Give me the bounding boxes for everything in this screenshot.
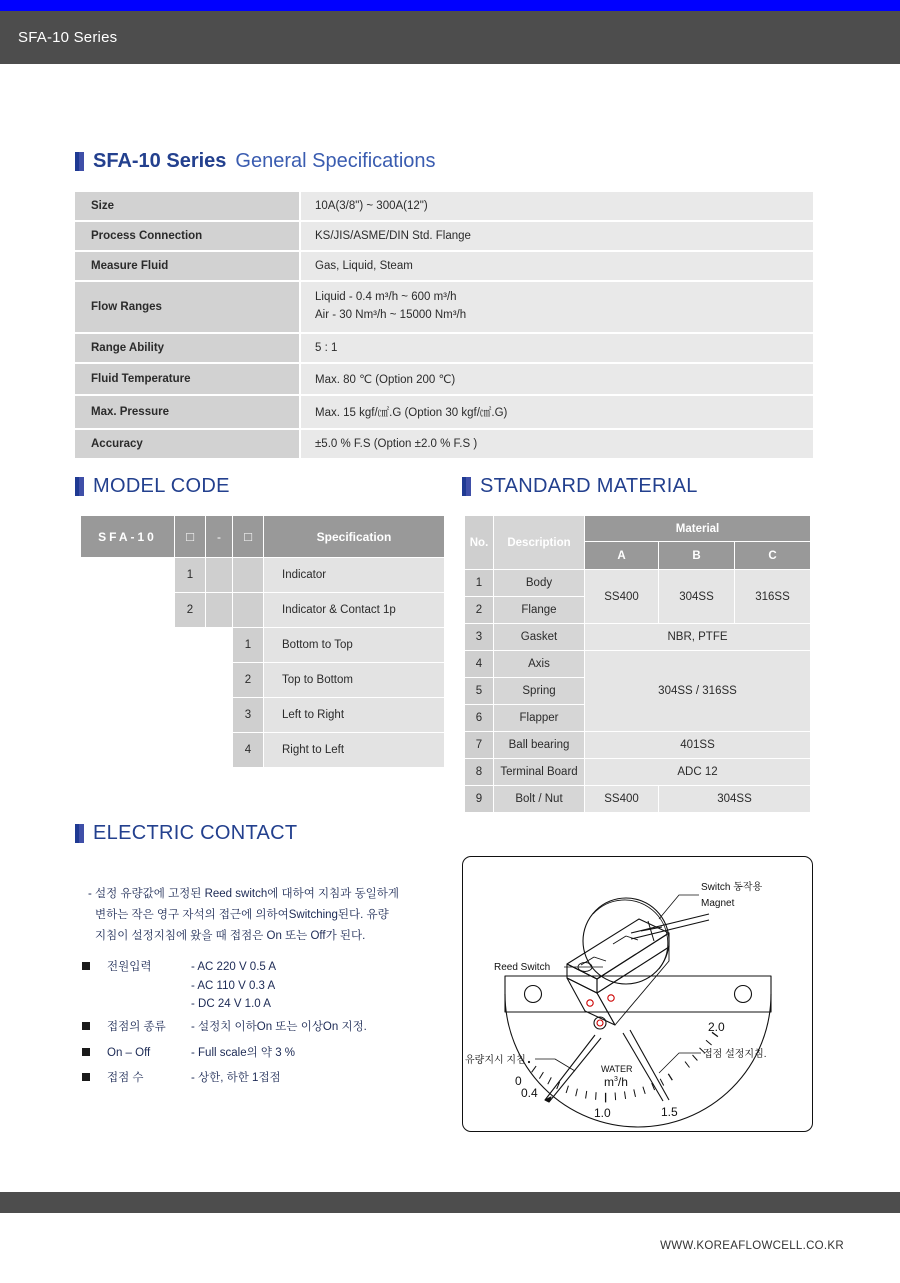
sm-description: Flapper	[494, 705, 584, 731]
sm-no: 4	[465, 651, 493, 677]
table-row	[75, 430, 813, 458]
ec-item-key: 접점 수	[107, 1072, 144, 1085]
bullet-square-icon	[82, 1048, 90, 1056]
spec-label: Size	[75, 192, 299, 220]
table-row	[75, 396, 813, 428]
accent-bar-icon	[75, 477, 84, 496]
list-item	[82, 1069, 452, 1088]
sm-value-a: SS400	[585, 570, 658, 623]
table-row	[81, 628, 444, 662]
gauge-tick-20: 2.0	[708, 1020, 725, 1034]
model-dash-cell	[206, 733, 232, 767]
accent-bar-icon	[75, 824, 84, 843]
model-desc: Top to Bottom	[264, 663, 444, 697]
sm-no: 6	[465, 705, 493, 731]
spec-label: Flow Ranges	[75, 282, 299, 332]
sm-header-b: B	[659, 542, 734, 569]
model-col-empty	[81, 733, 174, 767]
sm-header-c: C	[735, 542, 810, 569]
section-heading-electric-contact	[75, 822, 297, 845]
bullet-square-icon	[82, 1073, 90, 1081]
sm-description: Spring	[494, 678, 584, 704]
table-row	[81, 698, 444, 732]
table-row	[465, 732, 810, 758]
model-desc: Indicator & Contact 1p	[264, 593, 444, 627]
header-title: SFA-10 Series	[18, 29, 118, 46]
model-col-empty	[81, 558, 174, 592]
model-col-empty	[81, 663, 174, 697]
gauge-tick-0: 0	[515, 1074, 522, 1088]
model-prefix: SFA-10	[81, 516, 174, 557]
label-magnet-line2: Magnet	[701, 898, 735, 909]
model-code2: 2	[233, 663, 263, 697]
sm-description: Bolt / Nut	[494, 786, 584, 812]
model-dash-cell	[206, 593, 232, 627]
gauge-tick-04: 0.4	[521, 1086, 538, 1100]
sm-description: Ball bearing	[494, 732, 584, 758]
model-code1	[175, 733, 205, 767]
sm-header-a: A	[585, 542, 658, 569]
standard-material-title: STANDARD MATERIAL	[480, 475, 698, 497]
ec-paragraph-line2: 변하는 작은 영구 자석의 접근에 의하여Switching된다. 유량	[95, 908, 389, 921]
spec-label: Measure Fluid	[75, 252, 299, 280]
sm-header-no: No.	[465, 516, 493, 569]
gauge-tick-10: 1.0	[594, 1106, 611, 1120]
model-code-table	[80, 515, 445, 768]
sm-value-gasket: NBR, PTFE	[585, 624, 810, 650]
bullet-square-icon	[82, 962, 90, 970]
sm-no: 2	[465, 597, 493, 623]
section-heading-general	[75, 150, 436, 173]
ec-item-value: - Full scale의 약 3 %	[191, 1046, 296, 1059]
model-code2: 3	[233, 698, 263, 732]
model-dash-cell	[206, 628, 232, 662]
gauge-unit-label: $m^3/h$	[604, 1075, 628, 1089]
table-row	[75, 282, 813, 332]
table-row	[75, 252, 813, 280]
sm-description: Axis	[494, 651, 584, 677]
model-desc: Indicator	[264, 558, 444, 592]
general-specifications-table	[75, 190, 813, 460]
list-item	[82, 1018, 452, 1037]
section-heading-model-code	[75, 475, 230, 498]
table-row	[75, 192, 813, 220]
sm-no: 5	[465, 678, 493, 704]
table-row	[75, 364, 813, 394]
list-item	[82, 1044, 452, 1063]
ec-item-value: - 상한, 하한 1접점	[191, 1072, 281, 1085]
model-code-title: MODEL CODE	[93, 475, 230, 497]
accent-bar-icon	[75, 152, 84, 171]
table-row	[75, 222, 813, 250]
model-code1	[175, 698, 205, 732]
model-box2: □	[233, 516, 263, 557]
model-code1	[175, 628, 205, 662]
sm-value-bolt-bc: 304SS	[659, 786, 810, 812]
general-title-rest: General Specifications	[235, 150, 436, 172]
model-desc: Bottom to Top	[264, 628, 444, 662]
ec-value-line1: - AC 220 V 0.5 A	[191, 961, 277, 973]
model-code2: 1	[233, 628, 263, 662]
sm-value-terminal-board: ADC 12	[585, 759, 810, 785]
spec-label: Max. Pressure	[75, 396, 299, 428]
model-dash-cell	[206, 698, 232, 732]
sm-value-c: 316SS	[735, 570, 810, 623]
ec-paragraph-line3: 지침이 설정지침에 왔을 때 접점은 On 또는 Off가 된다.	[95, 929, 366, 942]
spec-label: Accuracy	[75, 430, 299, 458]
table-row	[81, 663, 444, 697]
flow-range-liquid: Liquid - 0.4 m³/h ~ 600 m³/h	[315, 291, 457, 303]
model-dash-cell	[206, 558, 232, 592]
model-desc: Left to Right	[264, 698, 444, 732]
sm-header-material: Material	[585, 516, 810, 541]
model-col-empty	[81, 628, 174, 662]
accent-bar-icon	[462, 477, 471, 496]
model-code2: 4	[233, 733, 263, 767]
spec-label: Process Connection	[75, 222, 299, 250]
electric-contact-list	[82, 958, 452, 1095]
model-col-empty	[81, 593, 174, 627]
ec-paragraph-line1: - 설정 유량값에 고정된 Reed switch에 대하여 지침과 동일하게	[88, 888, 400, 900]
label-reed-switch: Reed Switch	[494, 962, 551, 973]
electric-contact-title: ELECTRIC CONTACT	[93, 822, 298, 844]
table-row	[81, 593, 444, 627]
section-heading-standard-material	[462, 475, 698, 498]
gauge-fluid-label: WATER	[601, 1064, 633, 1074]
sm-description: Body	[494, 570, 584, 596]
spec-value: 10A(3/8") ~ 300A(12")	[299, 192, 813, 220]
label-magnet-line1: Switch 동작용	[701, 882, 763, 893]
standard-material-table	[464, 515, 811, 813]
spec-value: 5 : 1	[299, 334, 813, 362]
model-dash: -	[206, 516, 232, 557]
ec-item-key: On – Off	[107, 1046, 151, 1059]
sm-value-b: 304SS	[659, 570, 734, 623]
sm-value-ball-bearing: 401SS	[585, 732, 810, 758]
spec-value: ±5.0 % F.S (Option ±2.0 % F.S )	[299, 430, 813, 458]
table-row	[465, 651, 810, 677]
table-row	[81, 558, 444, 592]
footer-url: WWW.KOREAFLOWCELL.CO.KR	[660, 1240, 844, 1252]
sm-value-axis-spring-flapper: 304SS / 316SS	[585, 651, 810, 731]
table-row	[465, 786, 810, 812]
sm-no: 1	[465, 570, 493, 596]
model-code1: 2	[175, 593, 205, 627]
ec-value-line2: - AC 110 V 0.3 A	[191, 979, 276, 992]
sm-header-description: Description	[494, 516, 584, 569]
spec-label: Range Ability	[75, 334, 299, 362]
flow-range-air: Air - 30 Nm³/h ~ 15000 Nm³/h	[315, 308, 467, 321]
ec-item-values	[191, 958, 276, 1014]
bullet-square-icon	[82, 1022, 90, 1030]
spec-value	[299, 282, 813, 332]
sm-description: Terminal Board	[494, 759, 584, 785]
table-row	[465, 624, 810, 650]
sm-no: 8	[465, 759, 493, 785]
ec-value-line3: - DC 24 V 1.0 A	[191, 998, 271, 1011]
model-code2	[233, 593, 263, 627]
table-header-row	[465, 516, 810, 541]
sm-no: 3	[465, 624, 493, 650]
list-item	[82, 958, 452, 1014]
model-dash-cell	[206, 663, 232, 697]
top-blue-bar	[0, 0, 900, 11]
label-flow-pointer: 유량지시 지침	[465, 1055, 526, 1066]
table-row	[81, 733, 444, 767]
sm-description: Flange	[494, 597, 584, 623]
table-row	[75, 334, 813, 362]
label-contact-set-pointer: 접점 설정지침.	[703, 1049, 767, 1060]
table-row	[465, 570, 810, 596]
table-header-row	[81, 516, 444, 557]
spec-value: Max. 80 ℃ (Option 200 ℃)	[299, 364, 813, 394]
spec-value: Max. 15 kgf/㎠.G (Option 30 kgf/㎠.G)	[299, 396, 813, 428]
gauge-tick-15: 1.5	[661, 1105, 678, 1119]
ec-item-value: - 설정치 이하On 또는 이상On 지정.	[191, 1020, 367, 1033]
model-col-empty	[81, 698, 174, 732]
electric-contact-paragraph	[88, 884, 448, 947]
model-code2	[233, 558, 263, 592]
header-band	[0, 11, 900, 64]
spec-value: KS/JIS/ASME/DIN Std. Flange	[299, 222, 813, 250]
ec-item-key: 접점의 종류	[107, 1020, 166, 1033]
table-row	[465, 759, 810, 785]
model-box1: □	[175, 516, 205, 557]
model-desc: Right to Left	[264, 733, 444, 767]
electric-contact-diagram	[462, 856, 813, 1132]
sm-value-bolt-a: SS400	[585, 786, 658, 812]
sm-no: 7	[465, 732, 493, 758]
model-code1: 1	[175, 558, 205, 592]
spec-value: Gas, Liquid, Steam	[299, 252, 813, 280]
model-code1	[175, 663, 205, 697]
spec-label: Fluid Temperature	[75, 364, 299, 394]
model-spec-header: Specification	[264, 516, 444, 557]
general-title-bold: SFA-10 Series	[93, 150, 227, 172]
ec-item-key: 전원입력	[107, 961, 152, 973]
sm-no: 9	[465, 786, 493, 812]
footer-band	[0, 1192, 900, 1213]
sm-description: Gasket	[494, 624, 584, 650]
